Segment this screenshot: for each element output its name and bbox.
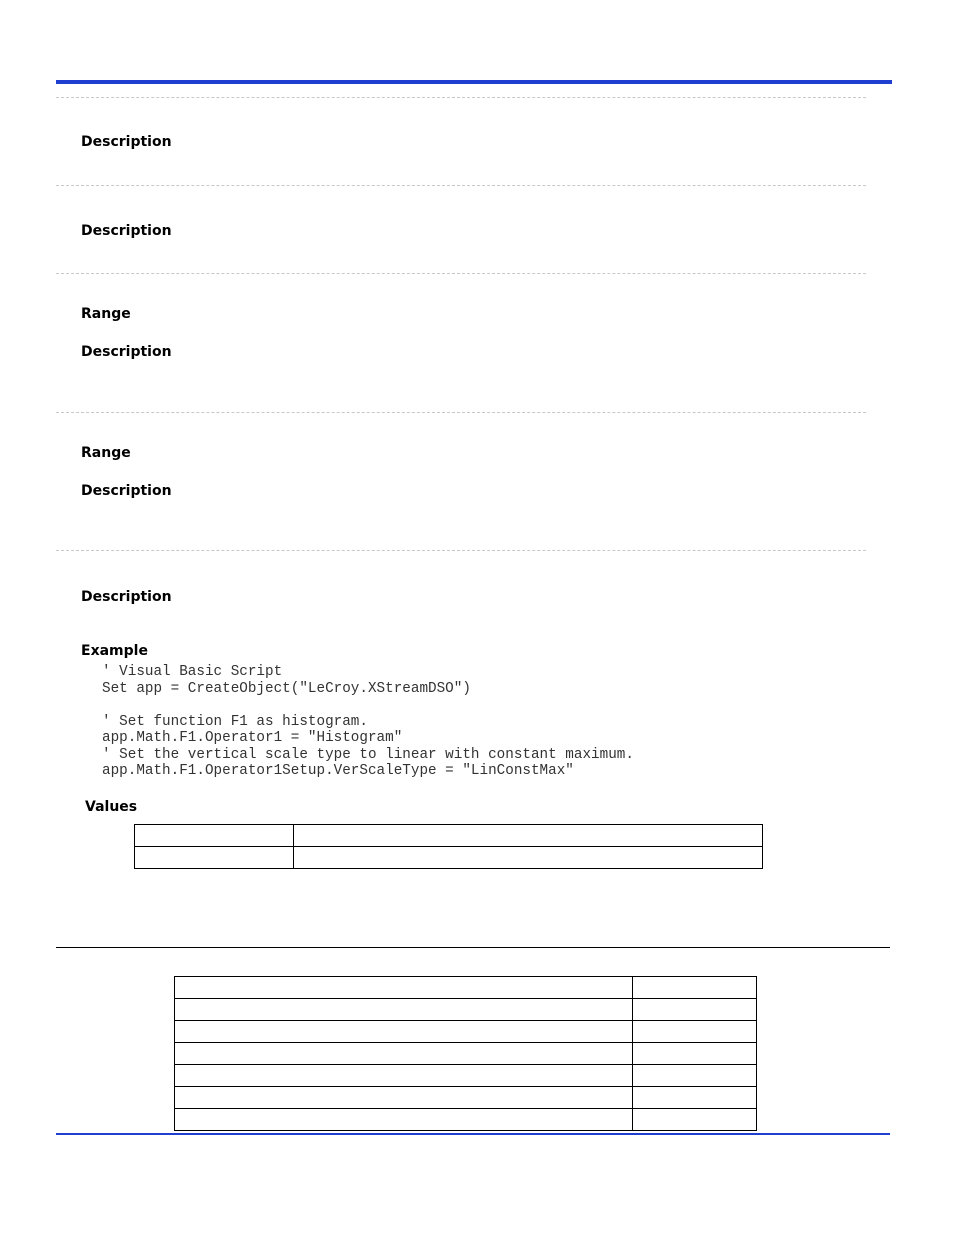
table-cell bbox=[135, 825, 294, 847]
header-rule bbox=[56, 80, 892, 84]
footer-rule bbox=[56, 1133, 890, 1135]
table-row bbox=[175, 977, 757, 999]
section-divider bbox=[56, 273, 866, 274]
section-heading-range: Range bbox=[81, 445, 131, 461]
table-cell bbox=[633, 999, 757, 1021]
values-heading: Values bbox=[85, 799, 138, 815]
table-row bbox=[175, 1109, 757, 1131]
table-row bbox=[175, 999, 757, 1021]
table-cell bbox=[294, 847, 763, 869]
section-heading-description: Description bbox=[81, 483, 172, 499]
section-divider bbox=[56, 550, 866, 551]
section-divider bbox=[56, 97, 866, 98]
section-heading-description: Description bbox=[81, 223, 172, 239]
footer-table bbox=[174, 976, 757, 1131]
table-cell bbox=[633, 977, 757, 999]
table-cell bbox=[633, 1109, 757, 1131]
table-row bbox=[175, 1021, 757, 1043]
values-table bbox=[134, 824, 763, 869]
table-row bbox=[175, 1065, 757, 1087]
section-heading-description: Description bbox=[81, 344, 172, 360]
table-cell bbox=[633, 1065, 757, 1087]
table-row bbox=[135, 847, 763, 869]
table-cell bbox=[175, 1065, 633, 1087]
section-divider bbox=[56, 185, 866, 186]
table-cell bbox=[175, 1109, 633, 1131]
table-row bbox=[175, 1087, 757, 1109]
table-cell bbox=[175, 1043, 633, 1065]
example-heading: Example bbox=[81, 643, 148, 659]
table-cell bbox=[175, 1087, 633, 1109]
section-heading-description: Description bbox=[81, 589, 172, 605]
table-row bbox=[175, 1043, 757, 1065]
table-row bbox=[135, 825, 763, 847]
table-cell bbox=[633, 1021, 757, 1043]
table-cell bbox=[294, 825, 763, 847]
table-cell bbox=[633, 1087, 757, 1109]
table-cell bbox=[633, 1043, 757, 1065]
section-heading-range: Range bbox=[81, 306, 131, 322]
example-code-block: ' Visual Basic Script Set app = CreateObject("LeCroy.XStreamDSO") ' Set function F1 as histogram. app.Math.F1.Operator1 = "Histogram" ' Set the vertical scale type to linear with constant maximum. app.Math.F1.Operator1Setup.VerScaleType = "LinConstMax" bbox=[102, 664, 634, 779]
table-cell bbox=[175, 977, 633, 999]
section-divider bbox=[56, 412, 866, 413]
table-cell bbox=[135, 847, 294, 869]
table-cell bbox=[175, 1021, 633, 1043]
section-heading-description: Description bbox=[81, 134, 172, 150]
footer-separator bbox=[56, 947, 890, 948]
table-cell bbox=[175, 999, 633, 1021]
